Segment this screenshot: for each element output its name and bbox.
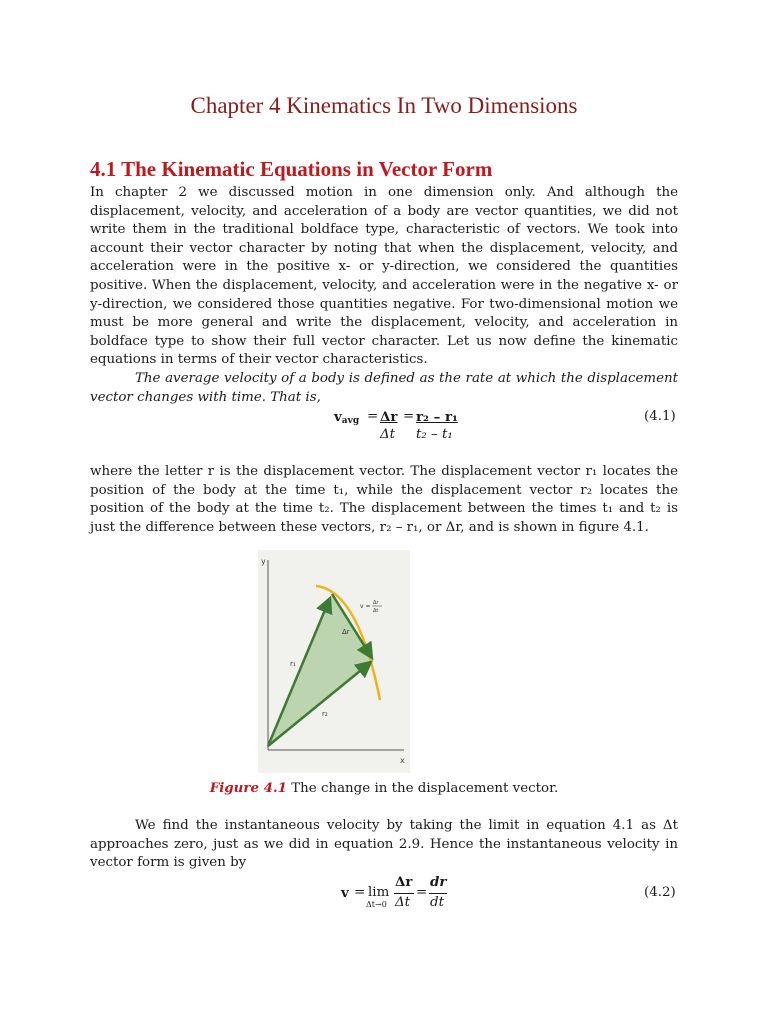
eq1-lhs: vavg <box>334 409 360 426</box>
section-title: 4.1 The Kinematic Equations in Vector Form <box>90 157 493 181</box>
eq1-number: (4.1) <box>644 409 676 424</box>
label-v: v = <box>360 603 371 610</box>
eq2-equals: = <box>354 885 366 900</box>
label-r2: r₂ <box>322 710 328 718</box>
eq2-denominator: Δt <box>395 895 411 910</box>
figure-displacement-vectors <box>258 550 410 773</box>
label-v-num: Δr <box>373 600 379 606</box>
eq2-numerator: Δr <box>395 874 413 890</box>
figure-svg <box>258 550 410 773</box>
eq2-number: (4.2) <box>644 885 676 900</box>
figure-caption <box>0 780 768 796</box>
eq2-lhs: v <box>341 885 349 901</box>
chapter-title: Chapter 4 Kinematics In Two Dimensions <box>190 93 578 118</box>
eq1-equals: = <box>367 409 379 424</box>
eq2-equals-2: = <box>416 885 428 900</box>
eq1-equals-2: = <box>403 409 415 424</box>
eq1-numerator: Δr <box>380 409 398 425</box>
eq2-lim-sub: Δt→0 <box>366 900 387 909</box>
label-delta-r: Δr <box>342 628 350 636</box>
x-axis-label: x <box>400 756 405 765</box>
eq2-fraction-bar <box>394 893 414 894</box>
caption-label: Figure 4.1 <box>209 780 287 796</box>
caption-text: The change in the displacement vector. <box>291 781 559 796</box>
label-v-den: Δt <box>373 608 379 614</box>
eq2-denominator-2: dt <box>430 895 444 910</box>
eq1-denominator-2: t₂ – t₁ <box>416 427 453 442</box>
eq1-denominator: Δt <box>380 427 396 442</box>
paragraph-intro: In chapter 2 we discussed motion in one dimension only. And although the displacement, velocity, and acceleration of a body are vector quantities, we did not write them in the traditional boldface type, characteristic of vectors. We took into account their vector character by noting that when the displacement, velocity, and acceleration were in the positive x- or y-direction, we considered the quantities positive. When the displacement, velocity, and acceleration were in the negative x- or y-direction, we considered those quantities negative. For two-dimensional motion we must be more general and write the displacement, velocity, and acceleration in boldface type to show their full vector character. Let us now define the kinematic equations in terms of their vector characteristics. <box>90 185 678 368</box>
eq2-numerator-2: dr <box>430 874 447 890</box>
eq1-numerator-2: r₂ – r₁ <box>416 409 458 425</box>
paragraph-instantaneous: We find the instantaneous velocity by taking the limit in equation 4.1 as Δt approaches zero, just as we did in equation 2.9. Hence the instantaneous velocity in vector form is given by <box>90 818 678 871</box>
eq2-fraction-bar-2 <box>429 893 447 894</box>
paragraph-displacement: where the letter r is the displacement vector. The displacement vector r₁ locates the position of the body at the time t₁, while the displacement vector r₂ locates the position of the body at the time t₂. The displacement between the times t₁ and t₂ is just the difference between these vectors, r₂ – r₁, or Δr, and is shown in figure 4.1. <box>90 464 678 535</box>
y-axis-label: y <box>261 557 266 566</box>
paragraph-avg-velocity: The average velocity of a body is defined as the rate at which the displacement vector changes with time. That is, <box>90 371 678 405</box>
eq2-lim: lim <box>368 885 390 900</box>
label-r1: r₁ <box>290 660 296 668</box>
